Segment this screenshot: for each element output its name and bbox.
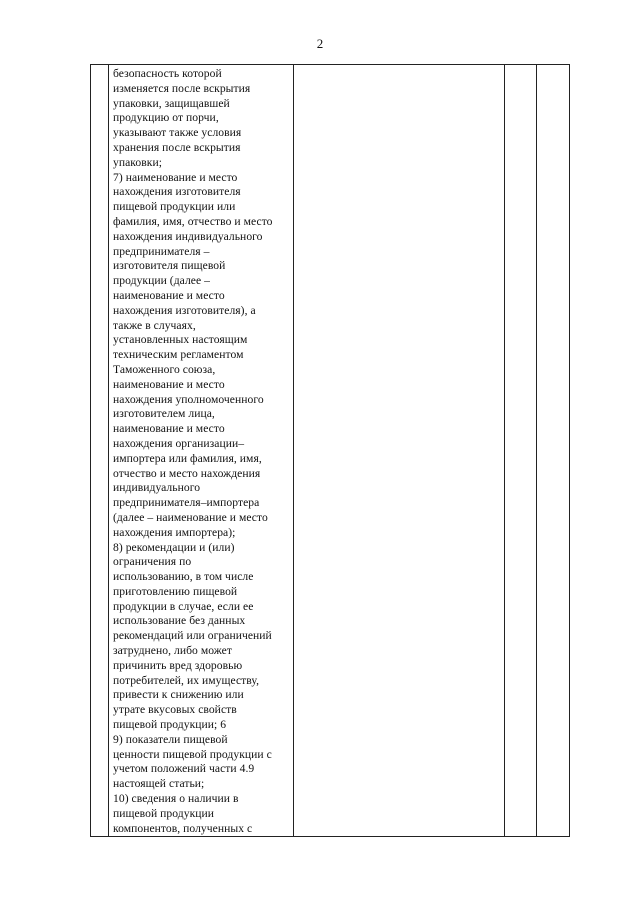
text-line: настоящей статьи; [113, 777, 205, 791]
text-line: затруднено, либо может [113, 644, 232, 658]
row-number-cell [91, 65, 109, 837]
text-line: изменяется после вскрытия [113, 81, 251, 95]
text-line: наименование и место [113, 422, 225, 436]
requirement-text-cell [109, 65, 294, 837]
text-line: нахождения изготовителя), а [113, 303, 256, 317]
empty-cell [505, 65, 537, 837]
text-line: привести к снижению или [113, 688, 244, 702]
text-line: индивидуального [113, 481, 201, 495]
text-line: изготовителя пищевой [113, 259, 226, 273]
page-number: 2 [316, 36, 324, 51]
empty-cell [537, 65, 570, 837]
text-line: нахождения изготовителя [113, 185, 241, 199]
text-line: изготовителем лица, [113, 407, 215, 421]
text-line: 10) сведения о наличии в [113, 792, 239, 806]
text-line: 8) рекомендации и (или) [113, 540, 235, 554]
text-line: нахождения организации– [113, 436, 245, 450]
text-line: упаковки; [113, 155, 162, 169]
text-line: учетом положений части 4.9 [113, 762, 255, 776]
text-line: пищевой продукции; 6 [113, 718, 227, 732]
empty-cell [294, 65, 505, 837]
text-line: указывают также условия [113, 126, 242, 140]
text-line: безопасность которой [113, 67, 222, 80]
text-line: наименование и место [113, 377, 225, 391]
table-row [91, 65, 570, 837]
text-line: утрате вкусовых свойств [113, 703, 237, 717]
text-line: ограничения по [113, 555, 192, 569]
text-line: отчество и место нахождения [113, 466, 261, 480]
text-line: 9) показатели пищевой [113, 732, 228, 746]
text-line: причинить вред здоровью [113, 658, 243, 672]
text-line: хранения после вскрытия [113, 140, 241, 154]
text-line: предпринимателя–импортера [113, 496, 260, 510]
text-line: наименование и место [113, 288, 225, 302]
text-line: приготовлению пищевой [113, 584, 238, 598]
text-line: продукции в случае, если ее [113, 599, 254, 613]
text-line: нахождения индивидуального [113, 229, 263, 243]
text-line: потребителей, их имуществу, [113, 673, 260, 687]
text-line: фамилия, имя, отчество и место [113, 214, 273, 228]
text-line: установленных настоящим [113, 333, 248, 347]
text-line: ценности пищевой продукции с [113, 747, 272, 761]
text-line: также в случаях, [113, 318, 196, 332]
text-line: пищевой продукции или [113, 200, 236, 214]
text-line: техническим регламентом [113, 348, 244, 362]
text-line: рекомендаций или ограничений [113, 629, 272, 643]
text-line: (далее – наименование и место [113, 510, 268, 524]
text-line: компонентов, полученных с [113, 821, 253, 835]
requirement-text [109, 65, 293, 836]
text-line: упаковки, защищавшей [113, 96, 230, 110]
requirements-table [90, 64, 570, 837]
text-line: Таможенного союза, [113, 362, 216, 376]
text-line: продукции (далее – [113, 274, 210, 288]
text-line: 7) наименование и место [113, 170, 238, 184]
text-line: использованию, в том числе [113, 570, 254, 584]
text-line: продукцию от порчи, [113, 111, 219, 125]
text-line: использование без данных [113, 614, 246, 628]
text-line: нахождения импортера); [113, 525, 236, 539]
text-line: пищевой продукции [113, 806, 215, 820]
text-line: предпринимателя – [113, 244, 210, 258]
text-line: нахождения уполномоченного [113, 392, 264, 406]
text-line: импортера или фамилия, имя, [113, 451, 262, 465]
